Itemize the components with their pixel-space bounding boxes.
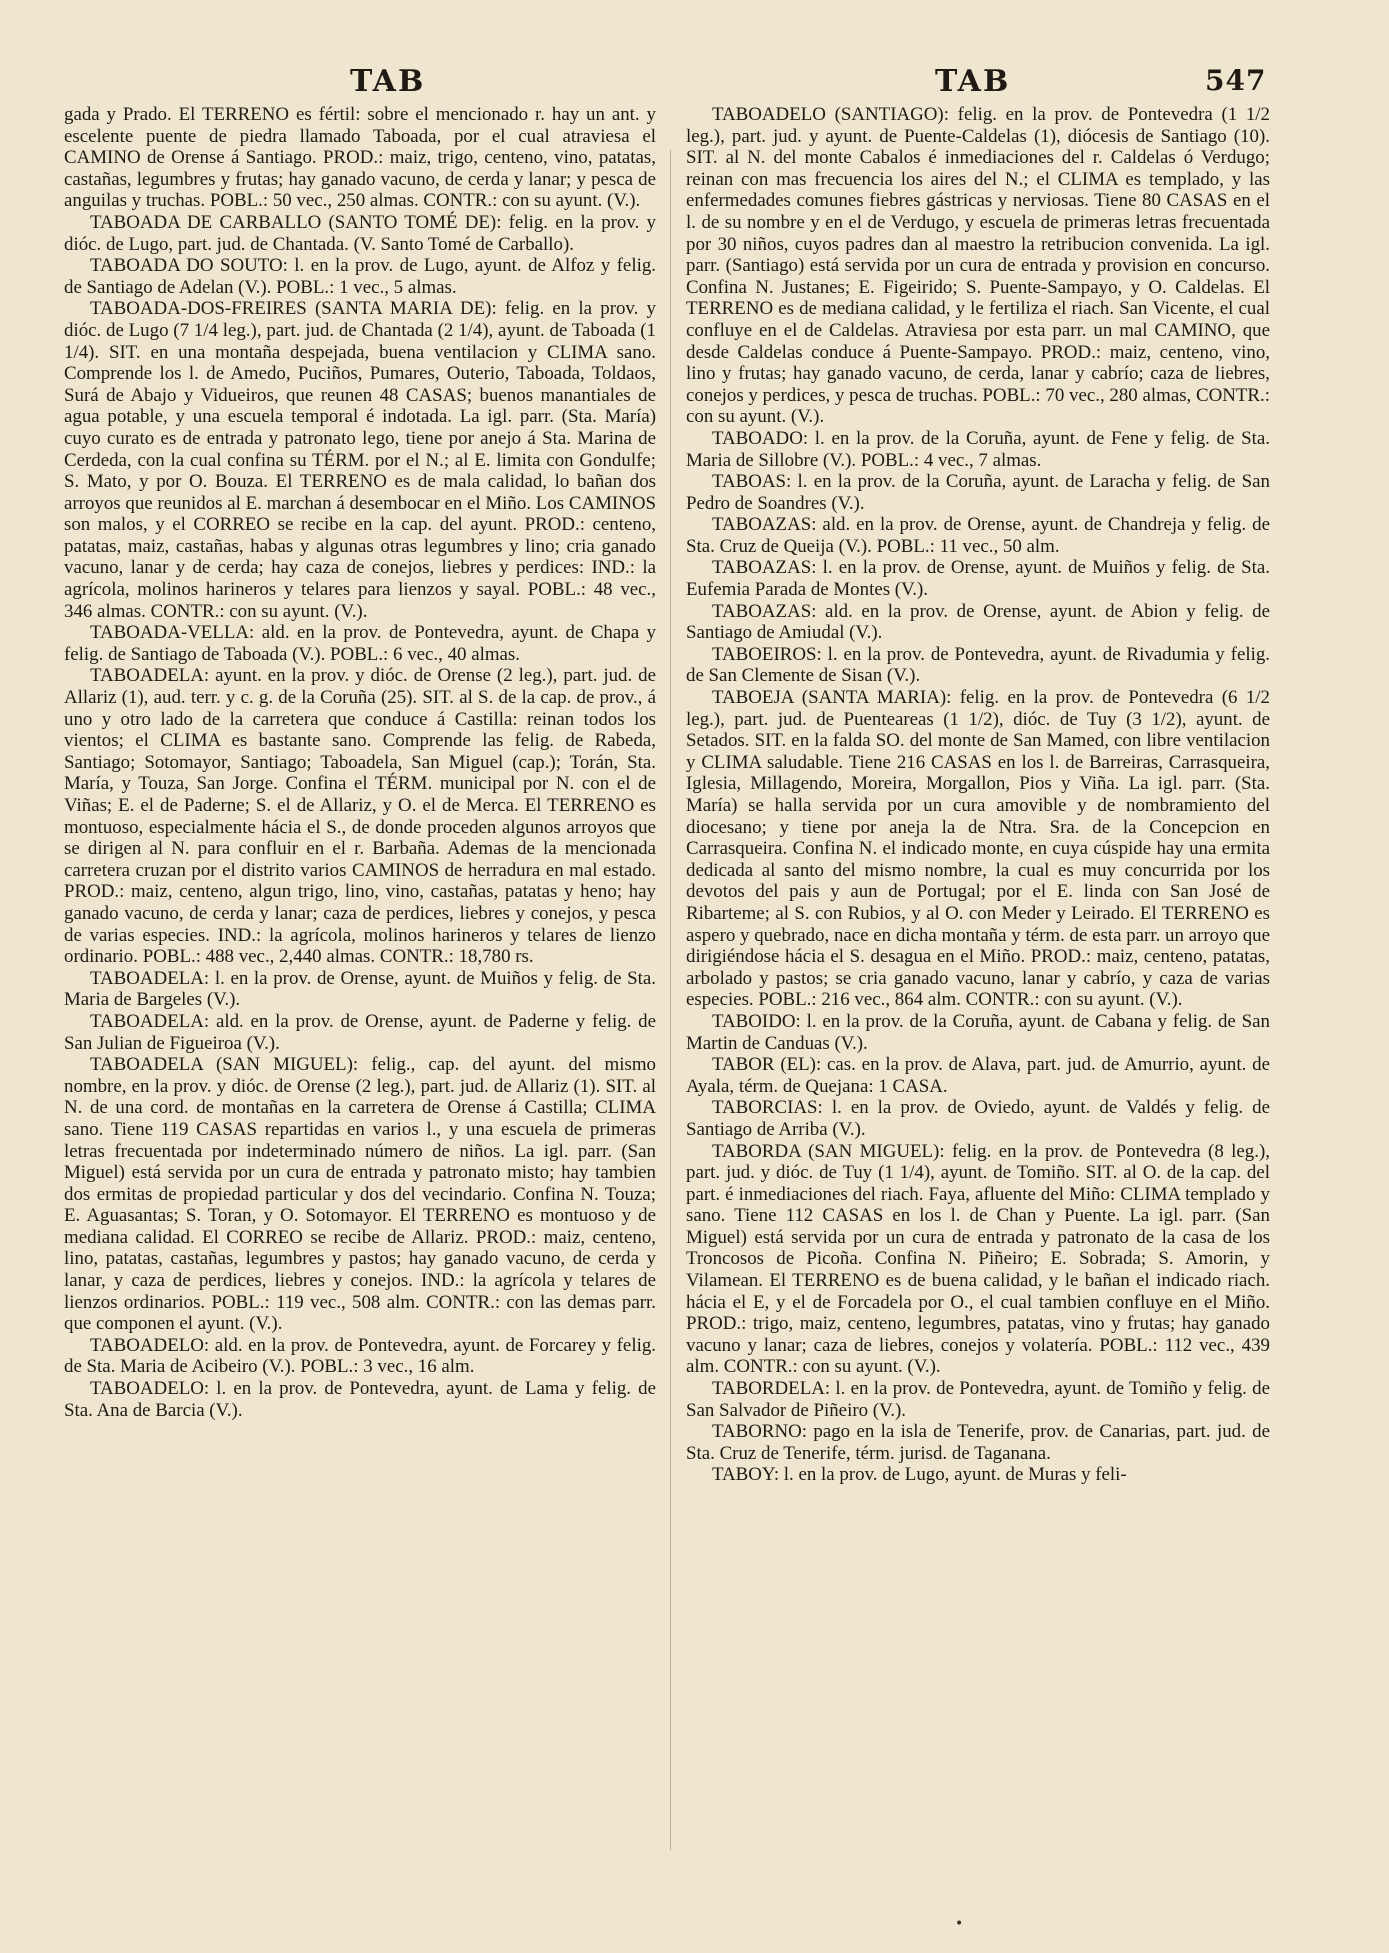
column-divider: [670, 150, 671, 1850]
entry-paragraph: TABORDA (SAN MIGUEL): felig. en la prov. de Pontevedra (8 leg.), part. jud. y dióc. de Tuy (1 1/4), ayunt. de Tomiño. SIT. al O. de la cap. del part. é inmediaciones del riach. Faya, afluente del Miño: CLIMA templado y sano. Tiene 112 CASAS en los l. de Chan y Puente. La igl. parr. (San Miguel) está servida por un cura de entrada y patronato de la casa de los Troncosos de Picoña. Confina N. Piñeiro; E. Sobrada; S. Amorin, y Vilamean. El TERRENO es de buena calidad, y le bañan el indicado riach. hácia el E, y el de Forcadela por O., el cual tambien confluye en el Miño. PROD.: trigo, maiz, centeno, legumbres, patatas, vino y frutas; hay ganado vacuno y lanar; caza de liebres, conejos y volatería. POBL.: 112 vec., 439 alm. CONTR.: con su ayunt. (V.).: [686, 1140, 1270, 1378]
footer-mark: •: [955, 1916, 964, 1932]
entry-paragraph: TABORDELA: l. en la prov. de Pontevedra, ayunt. de Tomiño y felig. de San Salvador de Piñeiro (V.).: [686, 1378, 1270, 1421]
entry-paragraph: TABOADA-DOS-FREIRES (SANTA MARIA DE): felig. en la prov. y dióc. de Lugo (7 1/4 leg.), part. jud. de Chantada (2 1/4), ayunt. de Taboada (1 1/4). SIT. en una montaña despejada, buena ventilacion y CLIMA sano. Comprende los l. de Amedo, Puciños, Pumares, Outerio, Taboada, Toldaos, Surá de Abajo y Vidueiros, que reunen 48 CASAS; buenos manantiales de agua potable, y una escuela temporal é indotada. La igl. parr. (Sta. María) cuyo curato es de entrada y patronato lego, tiene por anejo á Sta. Marina de Cerdeda, con la cual confina su TÉRM. por el N.; al E. limita con Gondulfe; S. Mato, y por O. Bouza. El TERRENO es de mala calidad, lo bañan dos arroyos que reunidos al E. marchan á desembocar en el Miño. Los CAMINOS son malos, y el CORREO se recibe en la cap. del ayunt. PROD.: centeno, patatas, maiz, castañas, habas y algunas otras legumbres y lino; cria ganado vacuno, lanar y de cerda; hay caza de conejos, liebres y perdices: IND.: la agrícola, molinos harineros y telares para lienzos y sayal. POBL.: 48 vec., 346 almas. CONTR.: con su ayunt. (V.).: [64, 298, 656, 622]
entry-paragraph: TABOIDO: l. en la prov. de la Coruña, ayunt. de Cabana y felig. de San Martin de Canduas (V.).: [686, 1010, 1270, 1054]
entry-paragraph: TABOEIROS: l. en la prov. de Pontevedra, ayunt. de Rivadumia y felig. de San Clemente de Sisan (V.).: [686, 643, 1270, 687]
entry-paragraph: TABOADA DO SOUTO: l. en la prov. de Lugo, ayunt. de Alfoz y felig. de Santiago de Adelan (V.). POBL.: 1 vec., 5 almas.: [64, 255, 656, 298]
entry-paragraph: TABOADA-VELLA: ald. en la prov. de Pontevedra, ayunt. de Chapa y felig. de Santiago de Taboada (V.). POBL.: 6 vec., 40 almas.: [64, 622, 656, 665]
entry-paragraph: TABOAS: l. en la prov. de la Coruña, ayunt. de Laracha y felig. de San Pedro de Soandres (V.).: [686, 471, 1270, 514]
entry-paragraph: TABORCIAS: l. en la prov. de Oviedo, ayunt. de Valdés y felig. de Santiago de Arriba (V.).: [686, 1097, 1270, 1140]
entry-paragraph: TABOADA DE CARBALLO (SANTO TOMÉ DE): felig. en la prov. y dióc. de Lugo, part. jud. de Chantada. (V. Santo Tomé de Carballo).: [64, 211, 656, 255]
entry-paragraph: TABOY: l. en la prov. de Lugo, ayunt. de Muras y feli-: [712, 1464, 1127, 1486]
entry-paragraph: TABOADELO: ald. en la prov. de Pontevedra, ayunt. de Forcarey y felig. de Sta. Maria de Acibeiro (V.). POBL.: 3 vec., 16 alm.: [64, 1334, 656, 1378]
entry-paragraph: gada y Prado. El TERRENO es fértil: sobre el mencionado r. hay un ant. y escelente puente de piedra llamado Taboada, por el cual atraviesa el CAMINO de Orense á Santiago. PROD.: maiz, trigo, centeno, vino, patatas, castañas, legumbres y frutas; hay ganado vacuno, de cerda y lanar; y pesca de anguilas y truchas. POBL.: 50 vec., 250 almas. CONTR.: con su ayunt. (V.).: [64, 104, 656, 212]
entry-paragraph: TABOAZAS: ald. en la prov. de Orense, ayunt. de Abion y felig. de Santiago de Amiudal (V.).: [686, 600, 1270, 644]
page-number: 547: [1205, 64, 1267, 97]
entry-paragraph: TABOADELO: l. en la prov. de Pontevedra, ayunt. de Lama y felig. de Sta. Ana de Barcia (V.).: [64, 1378, 656, 1421]
right-column: [686, 104, 1270, 1486]
entry-paragraph: TABOADELA: ayunt. en la prov. y dióc. de Orense (2 leg.), part. jud. de Allariz (1), aud. terr. y c. g. de la Coruña (25). SIT. al S. de la cap. de prov., á uno y otro lado de la carretera que conduce á Castilla: reinan todos los vientos; el CLIMA es bastante sano. Comprende las felig. de Rabeda, Santiago; Sotomayor, Santiago; Taboadela, San Miguel (cap.); Torán, Sta. María, y Touza, San Jorge. Confina el TÉRM. municipal por N. con el de Viñas; E. el de Paderne; S. el de Allariz, y O. el de Merca. El TERRENO es montuoso, especialmente hácia el S., de donde proceden algunos arroyos que se dirigen al N. para confluir en el r. Barbaña. Ademas de la mencionada carretera cruzan por el distrito varios CAMINOS de herradura en mal estado. PROD.: maiz, centeno, algun trigo, lino, vino, castañas, patatas y heno; hay ganado vacuno, de cerda y lanar; caza de perdices, liebres y conejos, y pesca de varias especies. IND.: la agrícola, molinos harineros y telares de lienzo ordinario. POBL.: 488 vec., 2,440 almas. CONTR.: 18,780 rs.: [64, 665, 656, 968]
left-column: [64, 104, 656, 1421]
entry-paragraph: TABOAZAS: ald. en la prov. de Orense, ayunt. de Chandreja y felig. de Sta. Cruz de Queija (V.). POBL.: 11 vec., 50 alm.: [686, 514, 1270, 557]
entry-paragraph: TABOADELA (SAN MIGUEL): felig., cap. del ayunt. del mismo nombre, en la prov. y dióc. de Orense (2 leg.), part. jud. de Allariz (1). SIT. al N. de una cord. de montañas en la carretera de Orense á Castilla; CLIMA sano. Tiene 119 CASAS repartidas en varios l., y una escuela de primeras letras frecuentada por indeterminado número de niños. La igl. parr. (San Miguel) está servida por un cura de entrada y patronato misto; hay tambien dos ermitas de propiedad particular y dos del vecindario. Confina N. Touza; E. Aguasantas; S. Toran, y O. Sotomayor. El TERRENO es montuoso y de mediana calidad. El CORREO se recibe de Allariz. PROD.: maiz, centeno, lino, patatas, castañas, legumbres y pastos; hay ganado vacuno, de cerda y lanar, y caza de perdices, liebres y conejos. IND.: la agrícola y telares de lienzos ordinarios. POBL.: 119 vec., 508 alm. CONTR.: con las demas parr. que componen el ayunt. (V.).: [64, 1054, 656, 1335]
running-head-center: TAB: [935, 64, 1011, 99]
entry-paragraph: TABOR (EL): cas. en la prov. de Alava, part. jud. de Amurrio, ayunt. de Ayala, térm. de Quejana: 1 CASA.: [686, 1054, 1270, 1097]
running-head-left: TAB: [350, 64, 426, 99]
entry-paragraph: TABOADELO (SANTIAGO): felig. en la prov. de Pontevedra (1 1/2 leg.), part. jud. y ayunt. de Puente-Caldelas (1), diócesis de Santiago (10). SIT. al N. del monte Cabalos é inmediaciones del r. Caldelas ó Verdugo; reinan con mas frecuencia los aires del N.; el CLIMA es templado, y las enfermedades comunes fiebres gástricas y nerviosas. Tiene 80 CASAS en el l. de su nombre y en el de Verdugo, y escuela de primeras letras frecuentada por 30 niños, cuyos padres dan al maestro la retribucion convenida. La igl. parr. (Santiago) está servida por un cura de entrada y provision en concurso. Confina N. Justanes; E. Figeirido; S. Puente-Sampayo, y O. Caldelas. El TERRENO es de mediana calidad, y le fertiliza el riach. San Vicente, el cual confluye en el de Caldelas. Atraviesa por esta parr. un mal CAMINO, que desde Caldelas conduce á Puente-Sampayo. PROD.: maiz, centeno, vino, lino y frutas; hay ganado vacuno, de cerda, lanar y cabrío; caza de liebres, conejos y perdices, y pesca de truchas. POBL.: 70 vec., 280 almas, CONTR.: con su ayunt. (V.).: [686, 104, 1270, 428]
entry-paragraph: TABOADO: l. en la prov. de la Coruña, ayunt. de Fene y felig. de Sta. Maria de Sillobre (V.). POBL.: 4 vec., 7 almas.: [686, 427, 1270, 471]
entry-paragraph: TABOADELA: ald. en la prov. de Orense, ayunt. de Paderne y felig. de San Julian de Figueiroa (V.).: [64, 1010, 656, 1054]
entry-paragraph: TABORNO: pago en la isla de Tenerife, prov. de Canarias, part. jud. de Sta. Cruz de Tenerife, térm. jurisd. de Taganana.: [686, 1421, 1270, 1464]
entry-paragraph: TABOEJA (SANTA MARIA): felig. en la prov. de Pontevedra (6 1/2 leg.), part. jud. de Puenteareas (1 1/2), dióc. de Tuy (3 1/2), ayunt. de Setados. SIT. en la falda SO. del monte de San Mamed, con libre ventilacion y CLIMA saludable. Tiene 216 CASAS en los l. de Barreiras, Carrasqueira, Iglesia, Millagendo, Moreira, Morgallon, Pios y Viña. La igl. parr. (Sta. María) se halla servida por un cura amovible y de nombramiento del diocesano; y tiene por aneja la de Ntra. Sra. de la Concepcion en Carrasqueira. Confina N. el indicado monte, en cuya cúspide hay una ermita dedicada al santo del mismo nombre, la cual es muy concurrida por los devotos del pais y aun de Portugal; por el E. linda con San José de Ribarteme; al S. con Rubios, y al O. con Meder y Leirado. El TERRENO es aspero y quebrado, nace en dicha montaña y térm. de esta parr. un arroyo que dirigiéndose hácia el S. desagua en el Miño. PROD.: maiz, centeno, patatas, arbolado y pastos; se cria ganado vacuno, lanar y cabrío, y caza de varias especies. POBL.: 216 vec., 864 alm. CONTR.: con su ayunt. (V.).: [686, 687, 1270, 1011]
entry-paragraph: TABOADELA: l. en la prov. de Orense, ayunt. de Muiños y felig. de Sta. Maria de Bargeles (V.).: [64, 967, 656, 1011]
entry-paragraph: TABOAZAS: l. en la prov. de Orense, ayunt. de Muiños y felig. de Sta. Eufemia Parada de Montes (V.).: [686, 557, 1270, 601]
